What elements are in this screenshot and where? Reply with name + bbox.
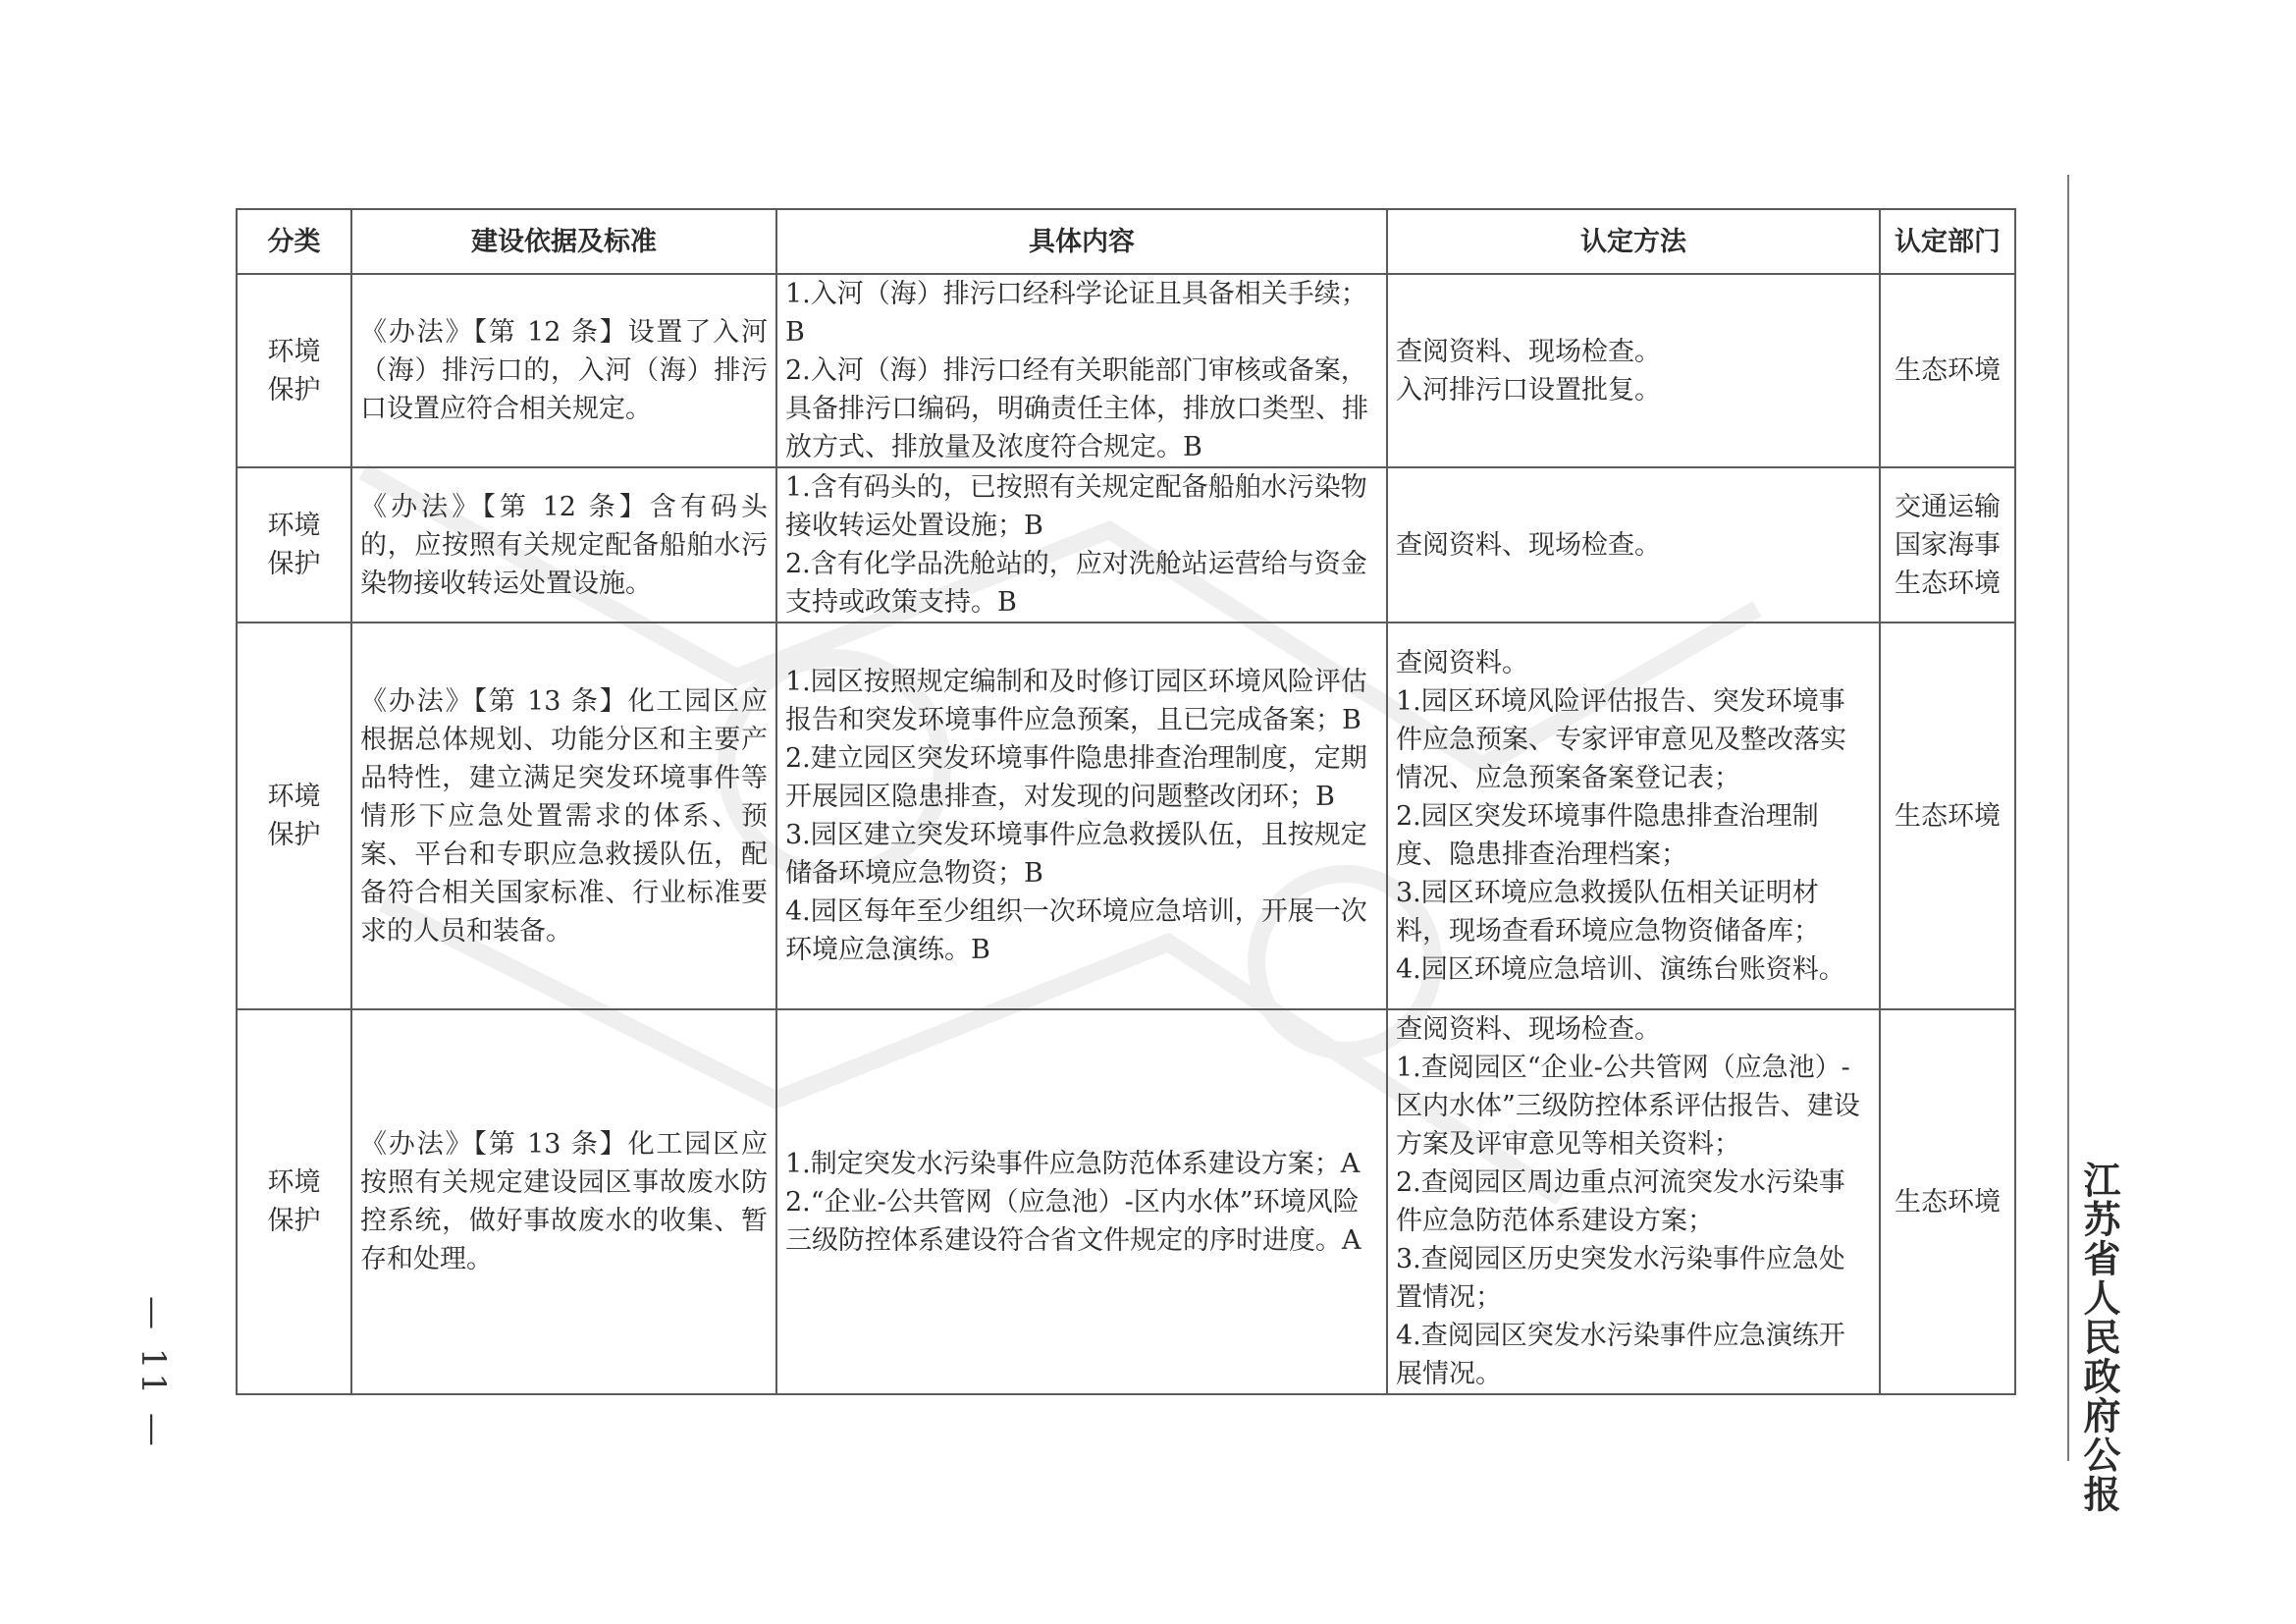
content-item: 2.建立园区突发环境事件隐患排查治理制度，定期开展园区隐患排查，对发现的问题整改闭环；B xyxy=(785,743,1367,812)
category-cell xyxy=(237,467,351,623)
table-row xyxy=(237,274,2015,467)
dept-text: 生态环境 xyxy=(1895,800,2001,832)
method-item: 4.查阅园区突发水污染事件应急演练开展情况。 xyxy=(1396,1321,1845,1389)
header-basis: 建设依据及标准 xyxy=(351,209,776,274)
method-cell xyxy=(1387,623,1880,1009)
method-item: 4.园区环境应急培训、演练台账资料。 xyxy=(1396,953,1845,985)
basis-cell: 《办法》【第 12 条】含有码头的，应按照有关规定配备船舶水污染物接收转运处置设施。 xyxy=(351,467,776,623)
method-cell xyxy=(1387,1009,1880,1394)
content-item: 1.制定突发水污染事件应急防范体系建设方案；A xyxy=(785,1148,1361,1179)
method-item: 查阅资料、现场检查。 xyxy=(1396,529,1661,561)
header-dept: 认定部门 xyxy=(1880,209,2015,274)
assessment-table xyxy=(236,208,2016,1395)
dept-text: 生态环境 xyxy=(1895,1186,2001,1218)
dept-text: 生态环境 xyxy=(1895,355,2001,386)
method-item: 2.查阅园区周边重点河流突发水污染事件应急防范体系建设方案； xyxy=(1396,1167,1845,1236)
method-item: 查阅资料、现场检查。 xyxy=(1396,1014,1661,1045)
method-item: 查阅资料。 xyxy=(1396,647,1528,678)
category-text: 环境 xyxy=(267,782,321,812)
method-item: 3.园区环境应急救援队伍相关证明材料，现场查看环境应急物资储备库； xyxy=(1396,877,1820,947)
category-text: 保护 xyxy=(267,1206,321,1236)
dept-text: 生态环境 xyxy=(1895,568,2001,599)
header-category: 分类 xyxy=(237,209,351,274)
dept-text: 国家海事 xyxy=(1895,529,2001,561)
method-cell xyxy=(1387,467,1880,623)
method-cell xyxy=(1387,274,1880,467)
content-item: 2.含有化学品洗舱站的，应对洗舱站运营给与资金支持或政策支持。B xyxy=(785,549,1367,618)
content-cell xyxy=(776,623,1387,1009)
table-row xyxy=(237,623,2015,1009)
content-cell xyxy=(776,274,1387,467)
dept-text: 交通运输 xyxy=(1895,491,2001,522)
side-divider xyxy=(2067,175,2069,1461)
content-item: 1.园区按照规定编制和及时修订园区环境风险评估报告和突发环境事件应急预案，且已完成备案；B xyxy=(785,667,1367,735)
category-text: 保护 xyxy=(267,374,321,406)
method-item: 2.园区突发环境事件隐患排查治理制度、隐患排查治理档案； xyxy=(1396,800,1819,870)
content-item: 1.入河（海）排污口经科学论证且具备相关手续；B xyxy=(785,279,1367,348)
category-text: 保护 xyxy=(267,820,321,850)
method-item: 查阅资料、现场检查。 xyxy=(1396,336,1661,367)
method-item: 1.园区环境风险评估报告、突发环境事件应急预案、专家评审意见及整改落实情况、应急预案备案登记表； xyxy=(1396,685,1846,793)
basis-cell: 《办法》【第 13 条】化工园区应按照有关规定建设园区事故废水防控系统，做好事故废水的收集、暂存和处理。 xyxy=(351,1009,776,1394)
category-text: 环境 xyxy=(267,336,321,367)
method-item: 3.查阅园区历史突发水污染事件应急处置情况； xyxy=(1396,1244,1845,1313)
content-item: 2.入河（海）排污口经有关职能部门审核或备案，具备排污口编码，明确责任主体，排放口类型、排放方式、排放量及浓度符合规定。B xyxy=(785,355,1368,462)
header-method: 认定方法 xyxy=(1387,209,1880,274)
content-cell xyxy=(776,467,1387,623)
dept-cell xyxy=(1880,274,2015,467)
dept-cell xyxy=(1880,1009,2015,1394)
content-cell xyxy=(776,1009,1387,1394)
category-text: 保护 xyxy=(267,549,321,579)
dept-cell xyxy=(1880,467,2015,623)
publication-masthead: 江苏省人民政府公报 xyxy=(2077,1161,2121,1514)
basis-cell: 《办法》【第 13 条】化工园区应根据总体规划、功能分区和主要产品特性，建立满足突发环境事件等情形下应急处置需求的体系、预案、平台和专职应急救援队伍，配备符合相关国家标准、行业标准要求的人员和装备。 xyxy=(351,623,776,1009)
table-row xyxy=(237,467,2015,623)
content-item: 2.“企业-公共管网（应急池）-区内水体”环境风险三级防控体系建设符合省文件规定的序时进度。A xyxy=(785,1186,1362,1256)
method-item: 1.查阅园区“企业-公共管网（应急池）-区内水体”三级防控体系评估报告、建设方案及评审意见等相关资料； xyxy=(1396,1053,1860,1160)
dept-cell xyxy=(1880,623,2015,1009)
content-item: 4.园区每年至少组织一次环境应急培训，开展一次环境应急演练。B xyxy=(785,896,1367,965)
table-header-row xyxy=(237,209,2015,274)
method-item: 入河排污口设置批复。 xyxy=(1396,374,1661,406)
category-text: 环境 xyxy=(267,1167,321,1198)
content-item: 3.园区建立突发环境事件应急救援队伍，且按规定储备环境应急物资；B xyxy=(785,820,1367,889)
page-number: — 11 — xyxy=(133,1296,173,1450)
category-text: 环境 xyxy=(267,511,321,541)
category-cell xyxy=(237,274,351,467)
category-cell xyxy=(237,1009,351,1394)
content-item: 1.含有码头的，已按照有关规定配备船舶水污染物接收转运处置设施；B xyxy=(785,472,1367,541)
header-content: 具体内容 xyxy=(776,209,1387,274)
basis-cell: 《办法》【第 12 条】设置了入河（海）排污口的，入河（海）排污口设置应符合相关规定。 xyxy=(351,274,776,467)
table-row xyxy=(237,1009,2015,1394)
category-cell xyxy=(237,623,351,1009)
